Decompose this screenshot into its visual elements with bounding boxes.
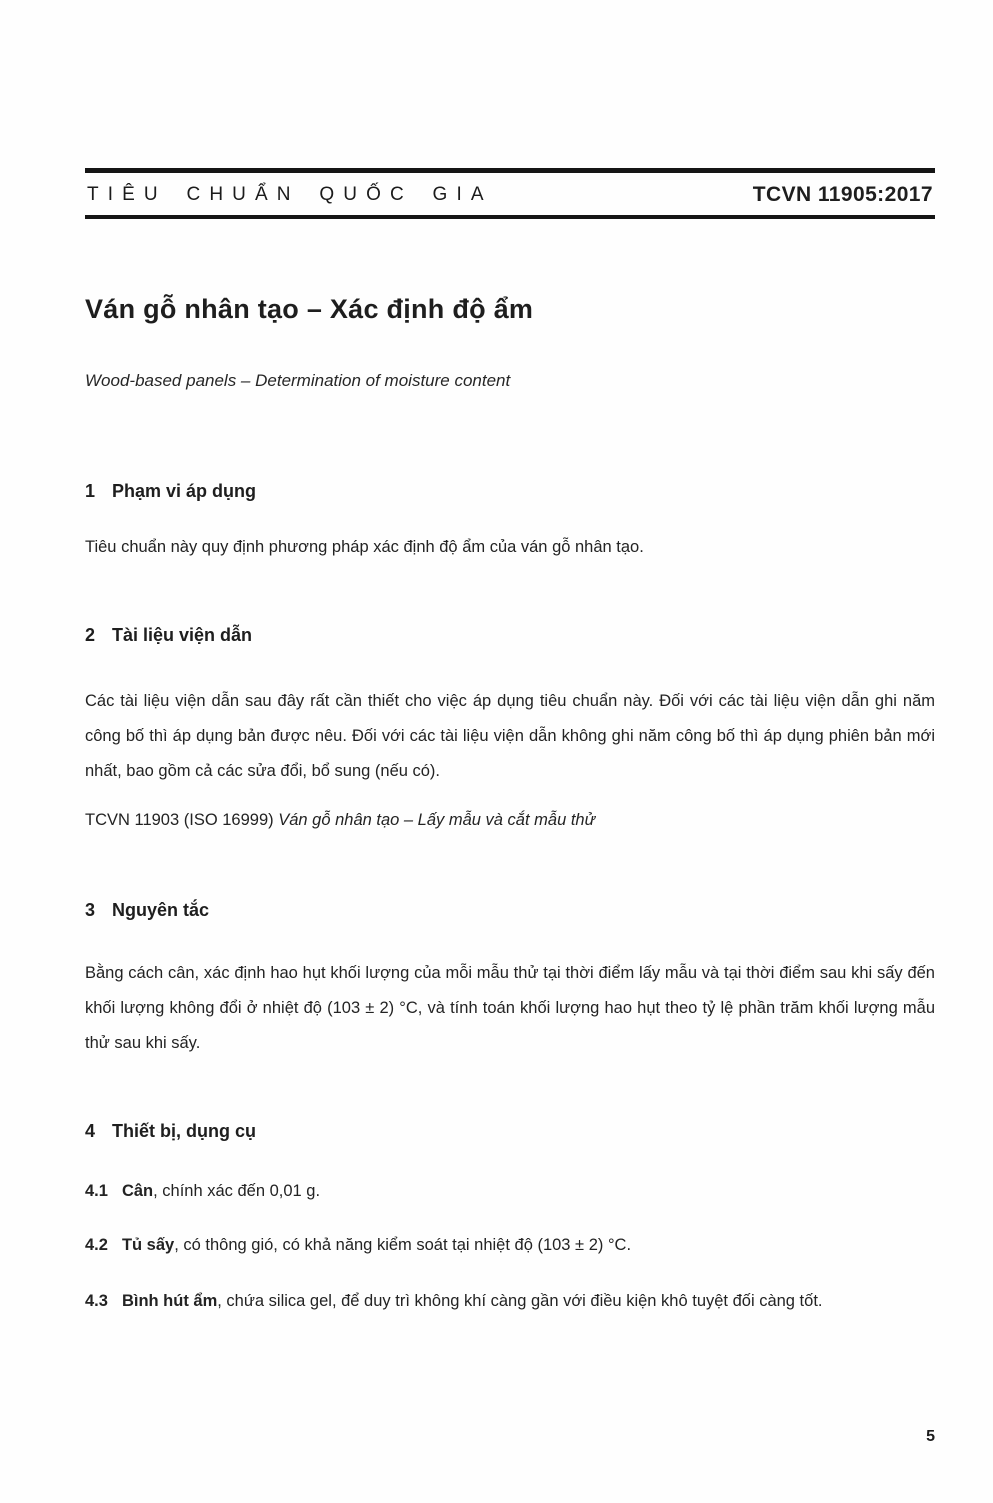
document-title-english: Wood-based panels – Determination of moisture content [85, 371, 511, 390]
item-text: , có thông gió, có khả năng kiểm soát tại nhiệt độ (103 ± 2) °C. [174, 1236, 632, 1254]
document-title-vietnamese: Ván gỗ nhân tạo – Xác định độ ẩm [85, 294, 534, 324]
section-title: Nguyên tắc [112, 900, 210, 920]
section-number: 4 [85, 1121, 96, 1141]
section-normative-references [85, 622, 935, 833]
section-heading [85, 478, 935, 504]
section-number: 3 [85, 900, 96, 920]
referenced-standard-line [85, 807, 935, 833]
item-number: 4.2 [85, 1236, 108, 1254]
section-heading [85, 1118, 935, 1144]
section-apparatus [85, 1118, 935, 1319]
apparatus-item-oven [85, 1232, 935, 1258]
referenced-standard-code: TCVN 11903 (ISO 16999) [85, 811, 274, 829]
header-standard-type: TIÊU CHUẨN QUỐC GIA [87, 184, 493, 205]
scope-paragraph: Tiêu chuẩn này quy định phương pháp xác định độ ẩm của ván gỗ nhân tạo. [85, 538, 644, 556]
apparatus-item-balance [85, 1178, 935, 1204]
referenced-standard-title: Ván gỗ nhân tạo – Lấy mẫu và cắt mẫu thử [278, 811, 596, 829]
standard-header-band [85, 168, 935, 219]
item-term: Cân [121, 1182, 154, 1200]
section-scope [85, 478, 935, 560]
section-principle [85, 897, 935, 1061]
section-title: Thiết bị, dụng cụ [112, 1121, 256, 1141]
section-title: Phạm vi áp dụng [112, 481, 257, 501]
page-content [0, 168, 993, 1319]
section-heading [85, 622, 935, 648]
section-heading [85, 897, 935, 923]
apparatus-item-desiccator [85, 1284, 935, 1319]
page-number: 5 [926, 1428, 935, 1445]
item-number: 4.3 [85, 1292, 108, 1310]
principle-paragraph: Bằng cách cân, xác định hao hụt khối lượng của mỗi mẫu thử tại thời điểm lấy mẫu và tại thời điểm sau khi sấy đến khối lượng không đổi ở nhiệt độ (103 ± 2) °C, và tính toán khối lượng hao hụt theo tỷ lệ phần trăm khối lượng mẫu thử sau khi sấy. [85, 964, 935, 1052]
item-term: Bình hút ẩm [121, 1292, 218, 1310]
header-standard-code: TCVN 11905:2017 [752, 183, 933, 206]
references-paragraph: Các tài liệu viện dẫn sau đây rất cần thiết cho việc áp dụng tiêu chuẩn này. Đối với các tài liệu viện dẫn ghi năm công bố thì áp dụng bản được nêu. Đối với các tài liệu viện dẫn không ghi năm công bố thì áp dụng phiên bản mới nhất, bao gồm cả các sửa đổi, bổ sung (nếu có). [85, 692, 935, 780]
section-number: 1 [85, 481, 96, 501]
section-number: 2 [85, 625, 96, 645]
item-number: 4.1 [85, 1182, 108, 1200]
item-text: , chứa silica gel, để duy trì không khí càng gần với điều kiện khô tuyệt đối càng tốt. [217, 1292, 823, 1310]
section-title: Tài liệu viện dẫn [112, 625, 253, 645]
item-text: , chính xác đến 0,01 g. [153, 1182, 321, 1200]
item-term: Tủ sấy [121, 1236, 175, 1254]
